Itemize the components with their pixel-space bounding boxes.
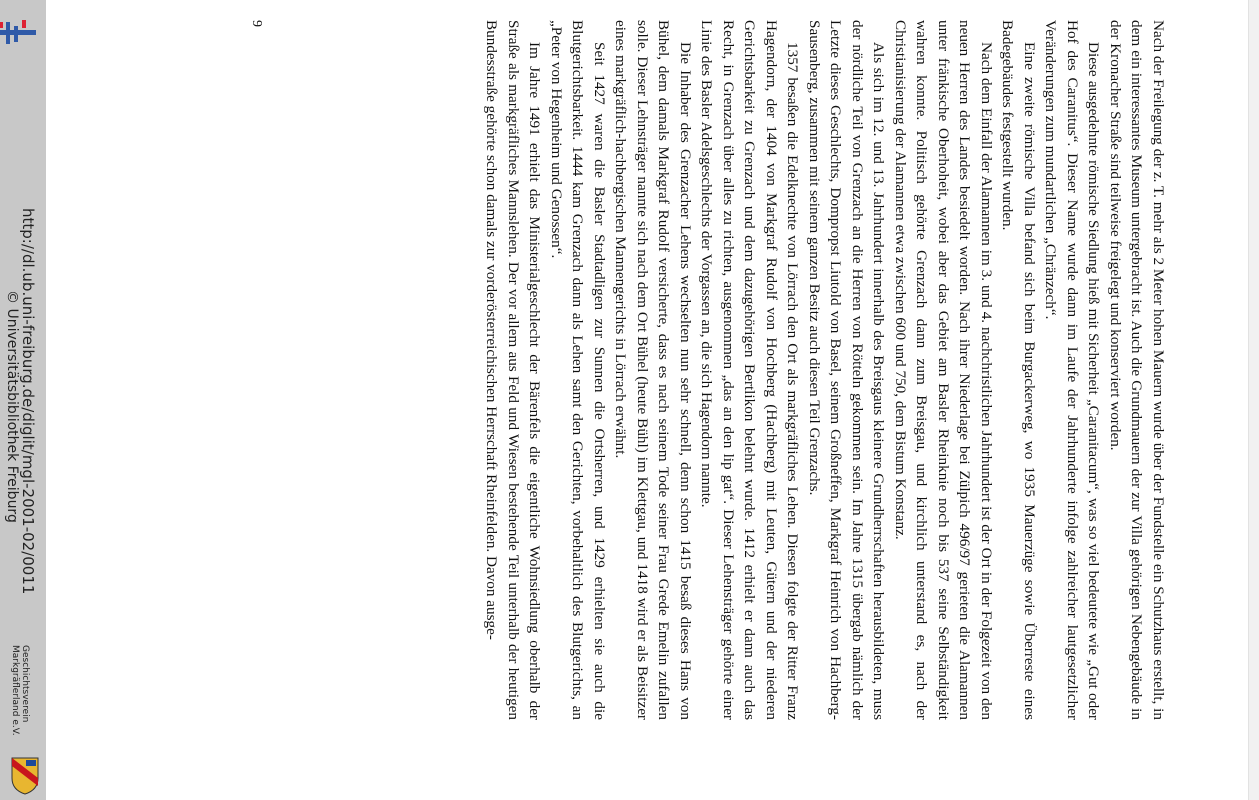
paragraph: 1357 besaßen die Edelknechte von Lörrach den Ort als markgräfliches Lehen. Diesen folgte der Ritter Franz Hagendorn, der 1404 von Markgraf Rudolf von Hochberg (Hachberg) mit Leuten, Gütern und der niederen Gerichtsbarkeit zu Grenzach und dem dazugehörigen Bertlikon belehnt wurde. 1412 erhielt er dann auch das Recht, in Grenzach über alles zu richten, ausgenommen „das an den lip gat“. Dieser Lehensträger gehörte einer Linie des Basler Adelsgeschlechts der Vorgassen an, die sich Hagendorn nannte. bbox=[698, 20, 802, 720]
library-logo-icon bbox=[0, 20, 40, 46]
society-name-line2: Markgräflerland e.V. bbox=[10, 645, 20, 736]
paragraph: Im Jahre 1491 erhielt das Ministerialgeschlecht der Bärenfels die eigentliche Wohnsiedlung oberhalb der Straße als markgräfliches Mannslehen. Der vor allem aus Feld und Wiesen bestehende Teil unterhalb der heutigen Bundesstraße gehörte schon damals zur vorderösterreichischen Herrschaft Rheinfelden. Davon ausge- bbox=[483, 20, 544, 720]
society-name bbox=[10, 645, 30, 736]
scanned-page bbox=[46, 0, 1249, 800]
source-url[interactable]: http://dl.ub.uni-freiburg.de/diglit/mgl-2001-02/0011 bbox=[19, 208, 37, 595]
paragraph: Seit 1427 waren die Basler Stadtadligen zur Sunnen die Ortsherren, und 1429 erhielten sie auch die Blutgerichtsbarkeit. 1444 kam Grenzach dann als Lehen samt den Gerichten, vorbehaltlich des Blutgerichts, an „Peter von Hegenheim und Genossen“. bbox=[548, 20, 608, 720]
paragraph: Nach dem Einfall der Alamannen im 3. und 4. nachchristlichen Jahrhundert ist der Ort in der Folgezeit von den neuen Herren des Landes besiedelt worden. Nach ihrer Niederlage bei Zülpich 496/97 gerieten die Alamannen unter fränkische Oberhoheit, wobei aber das Gebiet am Basler Rheinknie noch bis 537 seine Selbständigkeit wahren konnte. Politisch gehörte Grenzach dann zum Breisgau, und kirchlich unterstand es, nach der Christianisierung der Alamannen etwa zwischen 600 und 750, dem Bistum Konstanz. bbox=[892, 20, 995, 720]
paragraph: Als sich im 12. und 13. Jahrhundert innerhalb des Breisgaus kleinere Grundherrschaften herausbildeten, muss der nördliche Teil von Grenzach an die Herren von Rötteln gekommen sein. Im Jahre 1315 übergab nämlich der Letzte dieses Geschlechts, Dompropst Liutold von Basel, seinem Großneffen, Markgraf Heinrich von Hachberg-Sausenberg, zusammen mit seinem ganzen Besitz auch diesen Teil Grenzachs. bbox=[806, 20, 888, 720]
right-margin-strip bbox=[1248, 0, 1259, 800]
paragraph: Die Inhaber des Grenzacher Lehens wechselten nun sehr schnell, denn schon 1415 besaß dieses Hans von Bühel, dem damals Markgraf Rudolf versicherte, dass es nach seinem Tode seiner Frau Grede Emelin zufallen solle. Dieser Lehnsträger nannte sich nach dem Ort Bühel (heute Bühl) im Klettgau, und 1418 wird er als Beisitzer eines markgräflich-hachbergischen Mannengerichts in Lörrach erwähnt. bbox=[612, 20, 694, 720]
page-number: 9 bbox=[249, 20, 265, 27]
paragraph: Nach der Freilegung der z. T. mehr als 2 Meter hohen Mauern wurde über der Fundstelle ein Schutzhaus erstellt, in dem ein interessantes Museum untergebracht ist. Auch die Grundmauern der zur Villa gehörigen Nebengebäude in der Kronacher Straße sind teilweise freigelegt und konserviert worden. bbox=[1107, 20, 1167, 720]
paragraph: Eine zweite römische Villa befand sich beim Burgackerweg, wo 1935 Mauerzüge sowie Überreste eines Badegebäudes festgestellt wurden. bbox=[999, 20, 1038, 720]
society-name-line1: Geschichtsverein bbox=[20, 645, 30, 723]
paragraph: Diese ausgedehnte römische Siedlung hieß mit Sicherheit „Caranitacum“, was so viel bedeutete wie „Gut oder Hof des Caranitus“. Dieser Name wurde dann im Laufe der Jahrhunderte infolge zahlreicher lautgesetzlicher Veränderungen zum mundartlichen „Chränzech“. bbox=[1042, 20, 1103, 720]
copyright-note: © Universitätsbibliothek Freiburg bbox=[4, 290, 20, 523]
page-text-block bbox=[249, 20, 1169, 720]
society-crest-icon bbox=[10, 756, 40, 796]
